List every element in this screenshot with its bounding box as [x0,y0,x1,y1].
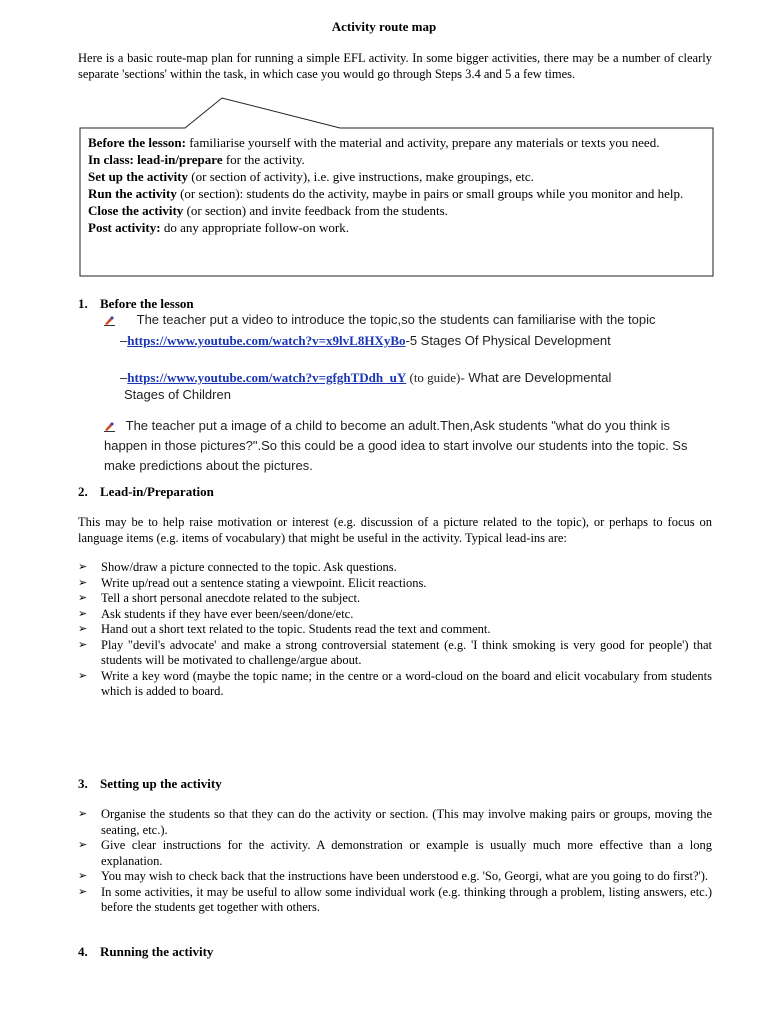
arrow-bullet-icon: ➢ [78,638,88,651]
list-item: ➢ Ask students if they have ever been/seen/done/etc. [78,606,354,621]
s1-link-1-line: –https://www.youtube.com/watch?v=x9lvL8HXyBo-5 Stages Of Physical Development [120,333,611,348]
s2-paragraph: This may be to help raise motivation or interest (e.g. discussion of a picture related to the topic), or perhaps to focus on language items (e.g. items of vocabulary) that might be useful in the activity. Typical lead-ins are: [78,515,712,545]
arrow-bullet-icon: ➢ [78,669,88,682]
pencil-bullet-icon [104,422,116,432]
section-3-heading: 3. Setting up the activity [78,776,222,791]
box-line-before: Before the lesson: familiarise yourself with the material and activity, prepare any materials or texts you need. [88,135,660,150]
s1-link-2-continued: Stages of Children [124,387,231,402]
list-item: ➢ Organise the students so that they can do the activity or section. (This may involve making pairs or groups, moving the seating, etc.). [78,807,712,837]
youtube-link-1[interactable]: https://www.youtube.com/watch?v=x9lvL8HXyBo [127,333,406,348]
youtube-link-2[interactable]: https://www.youtube.com/watch?v=gfghTDdh_uY [127,370,407,385]
arrow-bullet-icon: ➢ [78,592,88,604]
box-line-post: Post activity: do any appropriate follow-on work. [88,220,350,235]
list-item: ➢ Hand out a short text related to the topic. Students read the text and comment. [78,622,491,636]
s2-lead-in-list [78,560,712,700]
arrow-bullet-icon: ➢ [78,607,88,620]
arrow-bullet-icon: ➢ [78,808,88,820]
section-4-heading: 4. Running the activity [78,944,214,959]
s3-setup-list [78,807,712,916]
s1-bullet-2: The teacher put a image of a child to become an adult.Then,Ask students "what do you think is happen in those pictures?".So this could be a good idea to start involve our students into the topic. Ss make predictions about the pictures. [104,418,688,473]
section-2-heading: 2. Lead-in/Preparation [78,484,214,499]
list-item: ➢ Write up/read out a sentence stating a viewpoint. Elicit reactions. [78,575,427,590]
box-line-inclass: In class: lead-in/prepare for the activity. [88,152,305,167]
arrow-bullet-icon: ➢ [78,623,88,635]
list-item: ➢ Write a key word (maybe the topic name; in the centre or a word-cloud on the board and elicit vocabulary from students which is added to board. [78,668,712,698]
list-item: ➢ Show/draw a picture connected to the topic. Ask questions. [78,560,397,574]
arrow-bullet-icon: ➢ [78,839,88,851]
box-line-close: Close the activity (or section) and invite feedback from the students. [88,203,448,218]
list-item: ➢ In some activities, it may be useful to allow some individual work (e.g. thinking through a problem, listing answers, etc.) before the students get together with others. [78,884,712,914]
arrow-bullet-icon: ➢ [78,870,88,882]
list-item: ➢ Tell a short personal anecdote related to the subject. [78,591,361,605]
arrow-bullet-icon: ➢ [78,561,88,573]
box-line-run: Run the activity (or section): students do the activity, maybe in pairs or small groups while you monitor and help. [88,186,684,201]
list-item: ➢ Play "devil's advocate' and make a strong controversial statement (e.g. 'I think smoking is very good for people') that students will be motivated to challenge/argue about. [78,637,712,667]
s1-link-2-line: –https://www.youtube.com/watch?v=gfghTDdh_uY (to guide)- What are Developmental [120,370,612,385]
list-item: ➢ You may wish to check back that the instructions have been understood e.g. 'So, Georgi, what are you going to do first?'). [78,869,709,883]
arrow-bullet-icon: ➢ [78,885,88,898]
route-summary-box [88,134,698,236]
pencil-bullet-icon [104,316,116,326]
section-1-heading: 1. Before the lesson [78,296,194,311]
arrow-bullet-icon: ➢ [78,576,88,589]
page-title: Activity route map [331,19,437,34]
box-line-setup: Set up the activity (or section of activity), i.e. give instructions, make groupings, etc. [88,169,534,184]
intro-paragraph: Here is a basic route-map plan for running a simple EFL activity. In some bigger activities, there may be a number of clearly separate 'sections' within the task, in which case you would go through Steps 3.4 and 5 a few times. [78,51,712,81]
s1-bullet-1: The teacher put a video to introduce the topic,so the students can familiarise with the topic [104,312,714,327]
list-item: ➢ Give clear instructions for the activity. A demonstration or example is usually much more effective than a long explanation. [78,838,712,868]
